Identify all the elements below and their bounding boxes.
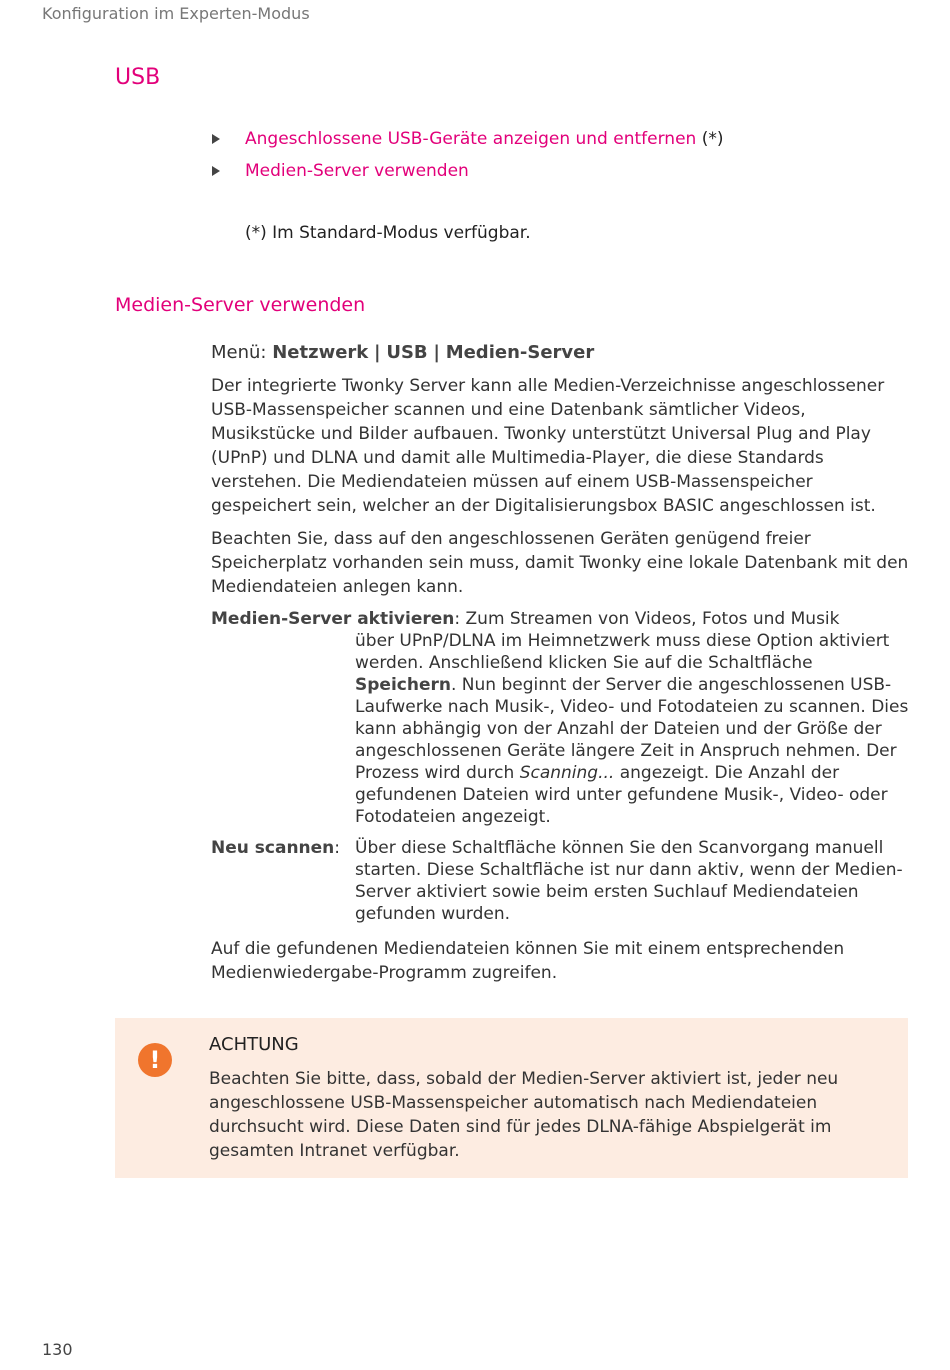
triangle-bullet-icon — [212, 166, 220, 176]
definition-rescan — [211, 837, 911, 925]
footnote: (*) Im Standard-Modus verfügbar. — [245, 223, 531, 243]
menu-item: USB — [386, 342, 428, 363]
definition-activate — [211, 608, 911, 828]
definition-text: : Zum Streamen von Videos, Fotos und Musik — [454, 609, 840, 629]
definition-text: über UPnP/DLNA im Heimnetzwerk muss diese Option aktiviert werden. Anschließend klicken Sie auf die Schaltfläche — [355, 631, 890, 673]
status-text: Scanning... — [519, 763, 615, 783]
paragraph: Beachten Sie, dass auf den angeschlossenen Geräten genügend freier Speicherplatz vorhanden sein muss, damit Twonky eine lokale Datenbank mit den Mediendateien anlegen kann. — [211, 529, 909, 597]
menu-separator: | — [433, 342, 440, 363]
subsection-title: Medien-Server verwenden — [115, 294, 366, 316]
warning-box — [115, 1018, 908, 1178]
link-list — [212, 123, 723, 187]
section-title: USB — [115, 65, 161, 90]
menu-path — [211, 341, 911, 365]
standard-mode-marker: (*) — [696, 129, 724, 149]
save-button-label: Speichern — [355, 675, 451, 695]
link-item — [212, 155, 723, 187]
definition-text: . Nun beginnt der Server die angeschlossenen USB-Laufwerke nach Musik-, Video- und Fotodateien zu scannen. Dies kann abhängig von der Anzahl der Dateien und der Größe der angeschlossenen Geräte längere Zeit in Anspruch nehmen. Der Prozess wird durch — [355, 675, 909, 783]
definition-text: angezeigt. Die Anzahl der gefundenen Dateien wird unter gefundene Musik-, Video- oder Fotodateien angezeigt. — [355, 763, 888, 827]
warning-text: Beachten Sie bitte, dass, sobald der Medien-Server aktiviert ist, jeder neu angeschlossene USB-Massenspeicher automatisch nach Mediendateien durchsucht wird. Diese Daten sind für jedes DLNA-fähige Abspielgerät im gesamten Intranet verfügbar. — [209, 1069, 839, 1161]
main-content — [211, 341, 911, 994]
triangle-bullet-icon — [212, 134, 220, 144]
definition-term: Medien-Server aktivieren — [211, 609, 455, 629]
menu-item: Netzwerk — [272, 342, 369, 363]
menu-separator: | — [374, 342, 381, 363]
definition-first-line — [211, 608, 911, 630]
exclamation-icon: ! — [138, 1043, 172, 1077]
definition-colon: : — [334, 838, 341, 858]
link-item — [212, 123, 723, 155]
media-server-link[interactable]: Medien-Server verwenden — [245, 161, 469, 181]
definition-description — [211, 630, 911, 828]
usb-devices-link[interactable]: Angeschlossene USB-Geräte anzeigen und entfernen — [245, 129, 697, 149]
running-header: Konfiguration im Experten-Modus — [42, 4, 310, 23]
menu-prefix: Menü: — [211, 342, 267, 363]
definition-description: Über diese Schaltfläche können Sie den Scanvorgang manuell starten. Diese Schaltfläche ist nur dann aktiv, wenn der Medien-Server aktiviert sowie beim ersten Suchlauf Mediendateien gefunden wurden. — [355, 838, 903, 924]
paragraph: Der integrierte Twonky Server kann alle Medien-Verzeichnisse angeschlossener USB-Massenspeicher scannen und eine Datenbank sämtlicher Videos, Musikstücke und Bilder aufbauen. Twonky unterstützt Universal Plug and Play (UPnP) und DLNA und damit alle Multimedia-Player, die diese Standards verstehen. Die Mediendateien müssen auf einem USB-Massenspeicher gespeichert sein, welcher an der Digitalisierungsbox BASIC angeschlossen ist. — [211, 376, 885, 516]
definition-term: Neu scannen — [211, 838, 335, 858]
page-number: 130 — [42, 1340, 73, 1359]
menu-item: Medien-Server — [445, 342, 595, 363]
definition-term-wrap — [211, 837, 355, 925]
paragraph: Auf die gefundenen Mediendateien können Sie mit einem entsprechenden Medienwiedergabe-Programm zugreifen. — [211, 939, 845, 983]
warning-title: ACHTUNG — [209, 1034, 299, 1055]
